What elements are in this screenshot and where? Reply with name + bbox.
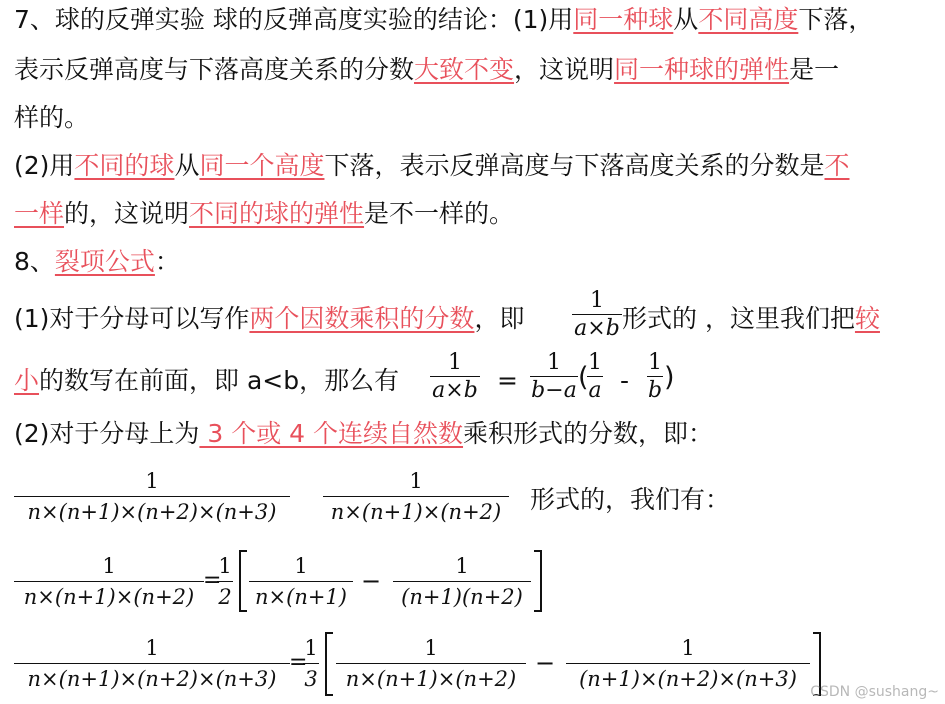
p8-line-3: (2)对于分母上为 3 个或 4 个连续自然数乘积形式的分数，即： xyxy=(14,419,714,448)
fraction-three-consecutive: $\frac{1}{n\times(n+1)\times(n+2)}$ xyxy=(323,466,509,527)
r2-lhs-fraction: $\frac{1}{n\times(n+1)\times(n+2)\times(n+3)}$ xyxy=(14,633,290,694)
answer-blank: 不同高度 xyxy=(698,5,799,34)
p8-line-1: (1)对于分母可以写作两个因数乘积的分数，即 xyxy=(14,304,525,333)
eq-open-paren: ( xyxy=(578,362,589,393)
r2-left-bracket xyxy=(322,631,336,697)
answer-blank: 两个因数乘积的分数 xyxy=(249,304,475,333)
answer-blank: 同一个高度 xyxy=(199,151,325,180)
answer-blank: 同一种球 xyxy=(573,5,674,34)
answer-blank: 较 xyxy=(854,304,880,333)
r1-lhs-fraction: $\frac{1}{n\times(n+1)\times(n+2)}$ xyxy=(14,551,204,612)
answer-blank: 一样 xyxy=(14,199,65,228)
answer-blank: 3 个或 4 个连续自然数 xyxy=(199,419,464,448)
eq-coef-fraction: $\frac{1}{b-a}$ xyxy=(531,350,577,403)
r1-term2-fraction: $\frac{1}{(n+1)(n+2)}$ xyxy=(393,551,531,612)
p7-line-2: 表示反弹高度与下落高度关系的分数大致不变，这说明同一种球的弹性是一 xyxy=(14,55,840,84)
fraction-four-consecutive: $\frac{1}{n\times(n+1)\times(n+2)\times(n+3)}$ xyxy=(14,466,290,527)
fraction-1-over-axb: $\frac{1}{a\times b}$ xyxy=(572,287,622,342)
answer-blank: 大致不变 xyxy=(414,55,515,84)
answer-blank: 不 xyxy=(824,151,850,180)
r2-minus: − xyxy=(535,649,556,677)
r1-left-bracket xyxy=(236,549,250,613)
r2-term1-fraction: $\frac{1}{n\times(n+1)\times(n+2)}$ xyxy=(336,633,526,694)
eq-lhs-fraction: $\frac{1}{a\times b}$ xyxy=(430,349,480,404)
p8-line-1-tail: 形式的 ，这里我们把较 xyxy=(622,304,880,333)
r2-term2-fraction: $\frac{1}{(n+1)\times(n+2)\times(n+3)}$ xyxy=(566,633,810,694)
eq-term1-fraction: $\frac{1}{a}$ xyxy=(588,350,602,403)
r1-equals: = xyxy=(203,568,222,593)
eq-sign: = xyxy=(497,366,518,395)
r1-coef-fraction: $\frac{1}{2}$ xyxy=(217,551,233,612)
p8-line-2: 小的数写在前面，即 a<b，那么有 xyxy=(14,366,400,395)
eq-close-paren: ) xyxy=(664,362,675,393)
answer-blank: 不同的球的弹性 xyxy=(189,199,365,228)
r1-right-bracket xyxy=(531,549,545,613)
eq-term2-fraction: $\frac{1}{b}$ xyxy=(647,350,663,403)
r2-coef-fraction: $\frac{1}{3}$ xyxy=(303,633,319,694)
answer-blank: 裂项公式 xyxy=(54,247,155,276)
p7-line-1: 7、球的反弹实验 球的反弹高度实验的结论：(1)用同一种球从不同高度下落， xyxy=(14,5,874,34)
answer-blank: 小 xyxy=(14,366,40,395)
p7-line-4: (2)用不同的球从同一个高度下落，表示反弹高度与下落高度关系的分数是不 xyxy=(14,151,850,180)
p7-line-3: 样的。 xyxy=(14,103,90,132)
p7-line-5: 一样的，这说明不同的球的弹性是不一样的。 xyxy=(14,199,515,228)
r1-term1-fraction: $\frac{1}{n\times(n+1)}$ xyxy=(249,551,353,612)
r1-minus: − xyxy=(361,567,382,595)
eq-minus: - xyxy=(620,366,630,395)
p8-heading: 8、裂项公式： xyxy=(14,247,180,276)
answer-blank: 同一种球的弹性 xyxy=(614,55,790,84)
watermark: CSDN @sushang~ xyxy=(810,684,939,700)
r2-equals: = xyxy=(289,650,308,675)
p8-line-4: 形式的，我们有： xyxy=(530,485,731,514)
answer-blank: 不同的球 xyxy=(74,151,175,180)
